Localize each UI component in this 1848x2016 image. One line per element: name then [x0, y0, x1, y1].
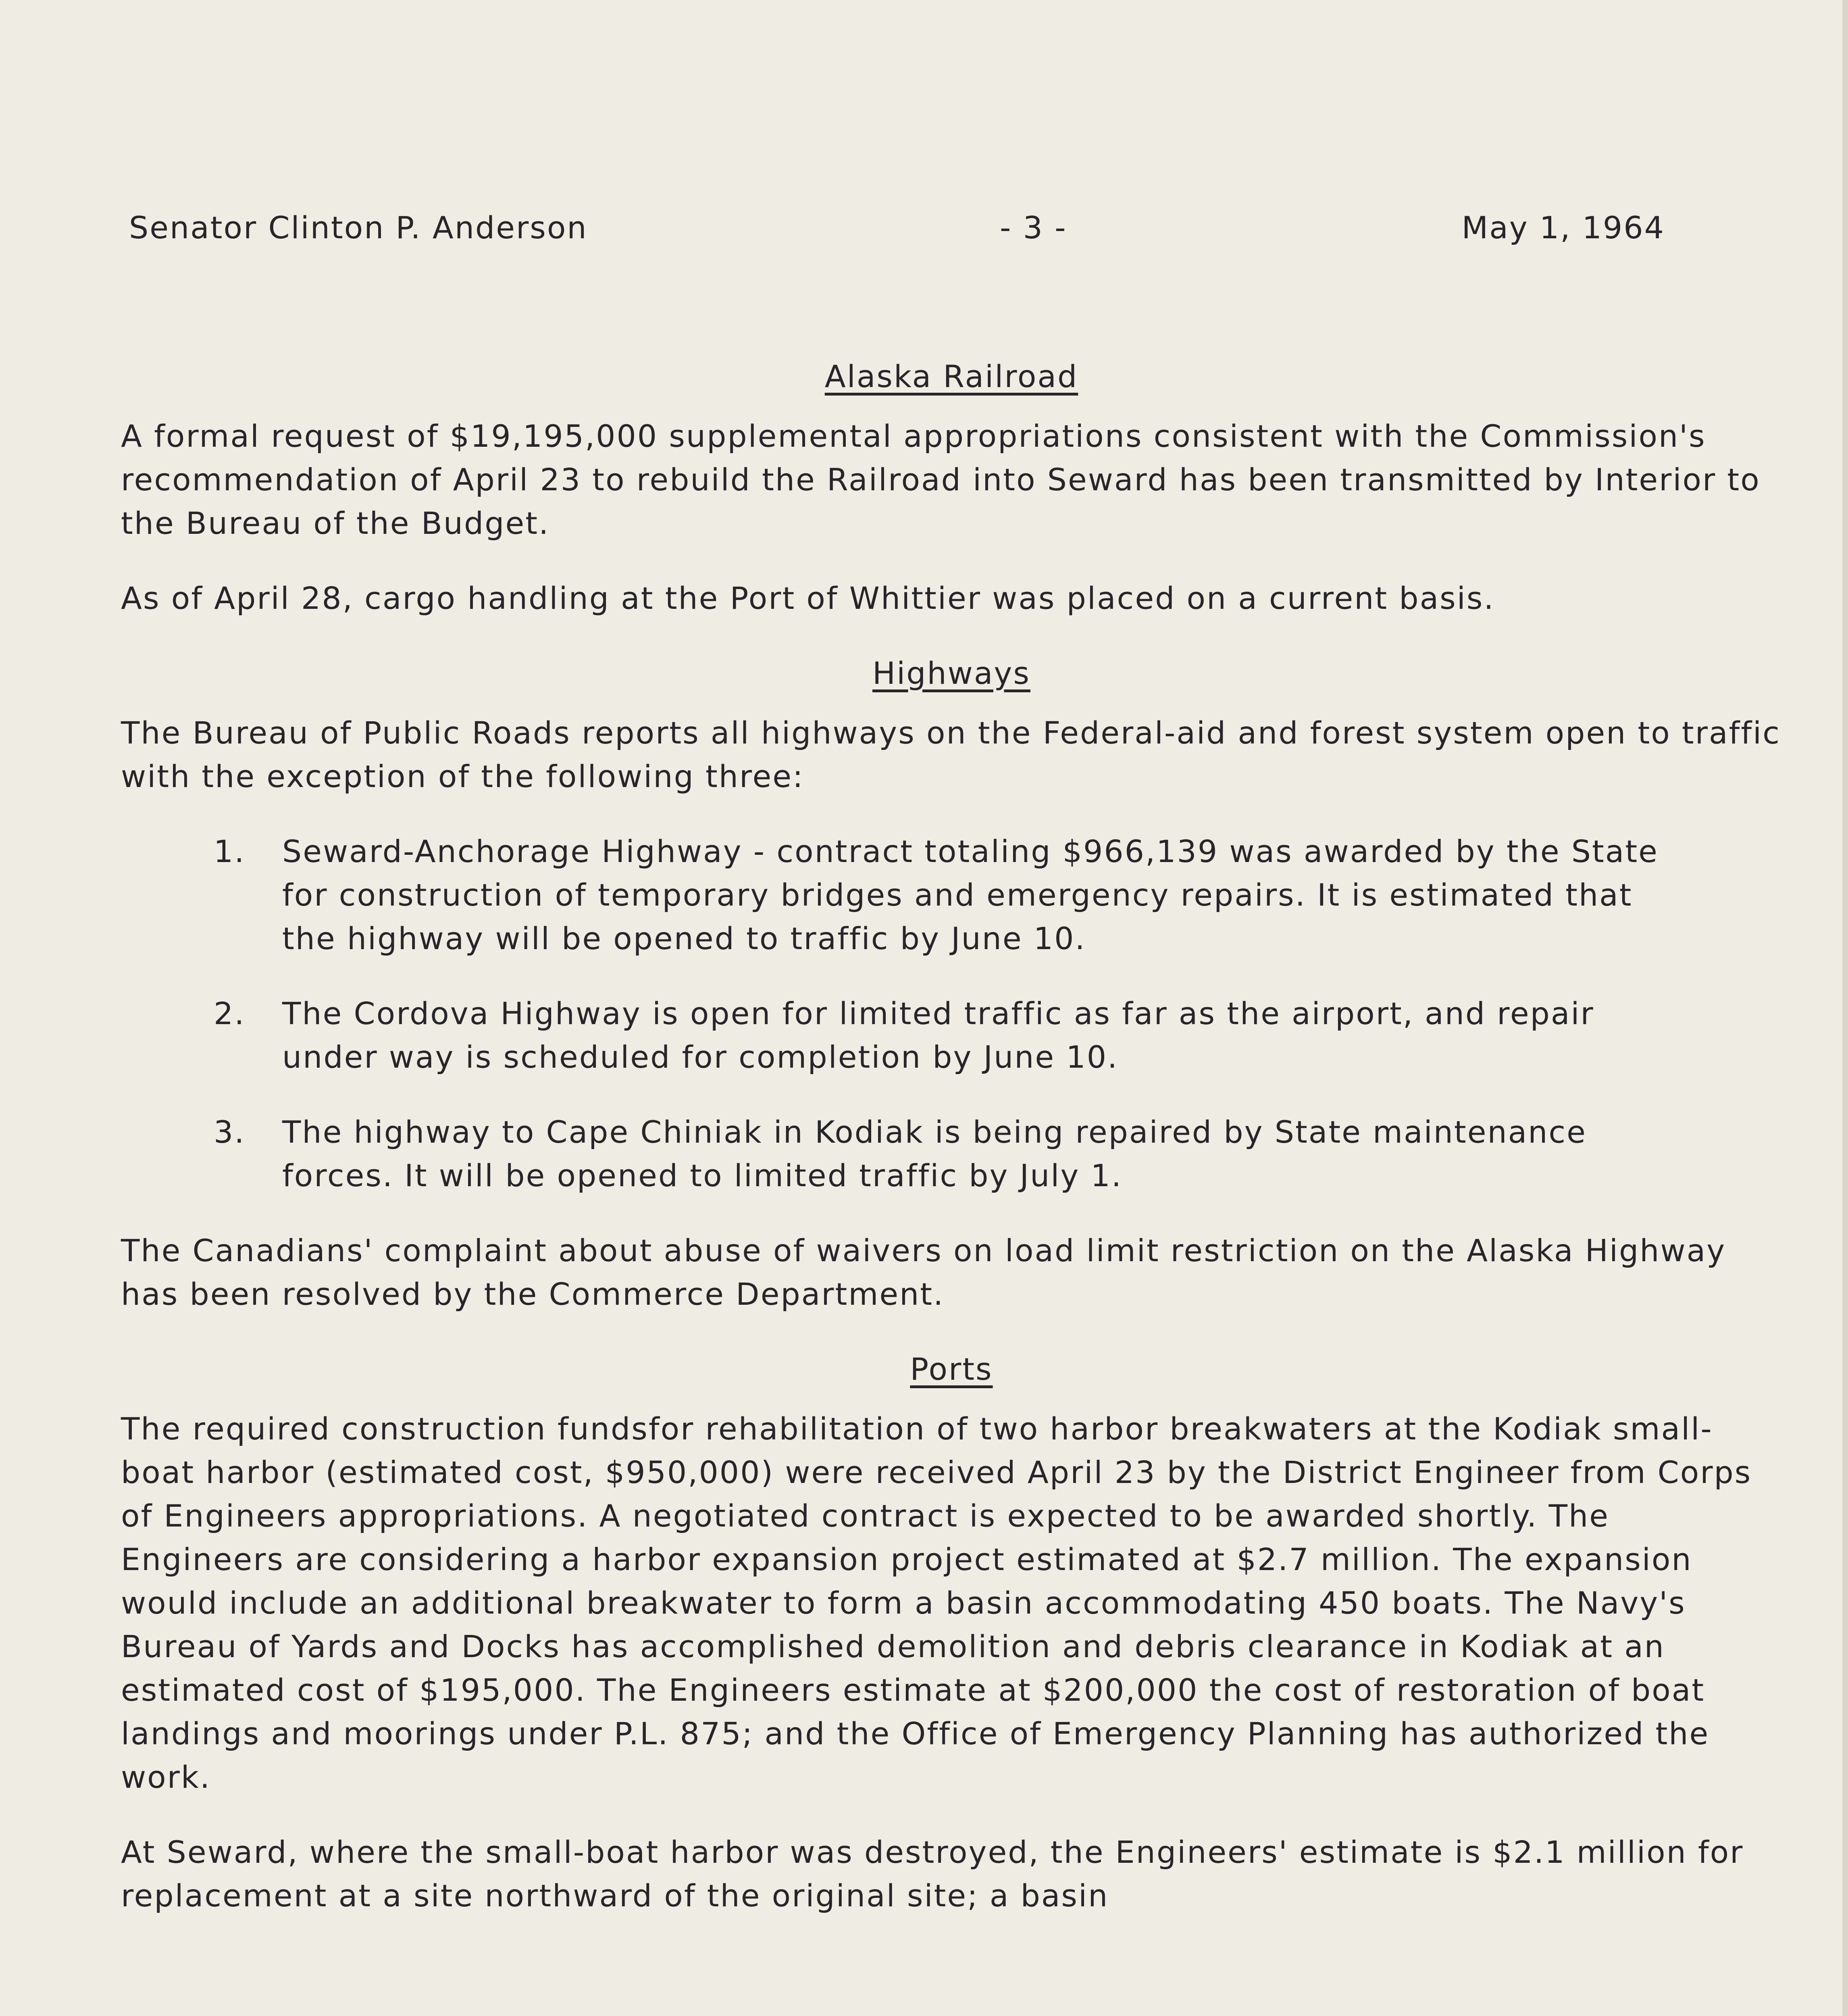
railroad-paragraph-2: As of April 28, cargo handling at the Port of Whittier was placed on a current basis.	[121, 580, 1495, 616]
ports-paragraph-2: At Seward, where the small-boat harbor was destroyed, the Engineers' estimate is $2.1 million for replacement at a site northward of the original site; a basin	[121, 1834, 1744, 1914]
section-heading-ports	[121, 1347, 1782, 1391]
list-item-number: 3.	[214, 1114, 246, 1150]
railroad-title: Alaska Railroad	[824, 358, 1078, 394]
list-item-text: Seward-Anchorage Highway - contract totaling $966,139 was awarded by the State for construction of temporary bridges and emergency repairs. It is estimated that the highway will be opened to traffic by June 10.	[282, 833, 1659, 956]
section-heading-railroad	[121, 355, 1782, 398]
list-item-number: 1.	[214, 833, 246, 869]
railroad-paragraph-1: A formal request of $19,195,000 supplemental appropriations consistent with the Commission's recommendation of April 23 to rebuild the Railroad into Seward has been transmitted by Interior to the Bureau of the Budget.	[121, 418, 1761, 541]
list-item-number: 2.	[214, 996, 246, 1031]
ports-paragraph-1: The required construction fundsfor rehabilitation of two harbor breakwaters at the Kodiak small-boat harbor (estimated cost, $950,000) were received April 23 by the District Engineer from Corps of Engineers appropriations. A negotiated contract is expected to be awarded shortly. The Engineers are considering a harbor expansion project estimated at $2.7 million. The expansion would include an additional breakwater to form a basin accommodating 450 boats. The Navy's Bureau of Yards and Docks has accomplished demolition and debris clearance in Kodiak at an estimated cost of $195,000. The Engineers estimate at $200,000 the cost of restoration of boat landings and moorings under P.L. 875; and the Office of Emergency Planning has authorized the work.	[121, 1411, 1752, 1795]
highways-title: Highways	[872, 655, 1030, 691]
header-date: May 1, 1964	[1461, 210, 1665, 246]
ports-title: Ports	[910, 1351, 993, 1387]
list-item	[214, 830, 1782, 960]
highways-intro: The Bureau of Public Roads reports all highways on the Federal-aid and forest system open to traffic with the exception of the following three:	[121, 715, 1781, 794]
list-item-text: The Cordova Highway is open for limited traffic as far as the airport, and repair under way is scheduled for completion by June 10.	[282, 996, 1594, 1075]
document-body	[121, 355, 1782, 1949]
page-edge-divider	[1842, 0, 1848, 2016]
header-addressee: Senator Clinton P. Anderson	[129, 210, 588, 246]
highways-closing: The Canadians' complaint about abuse of waivers on load limit restriction on the Alaska Highway has been resolved by the Commerce Department.	[121, 1233, 1726, 1312]
list-item	[214, 992, 1782, 1079]
page-header	[129, 210, 1665, 258]
header-page-number: - 3 -	[1000, 210, 1067, 246]
section-heading-highways	[121, 652, 1782, 695]
list-item	[214, 1110, 1782, 1198]
list-item-text: The highway to Cape Chiniak in Kodiak is being repaired by State maintenance forces. It will be opened to limited traffic by July 1.	[282, 1114, 1587, 1193]
